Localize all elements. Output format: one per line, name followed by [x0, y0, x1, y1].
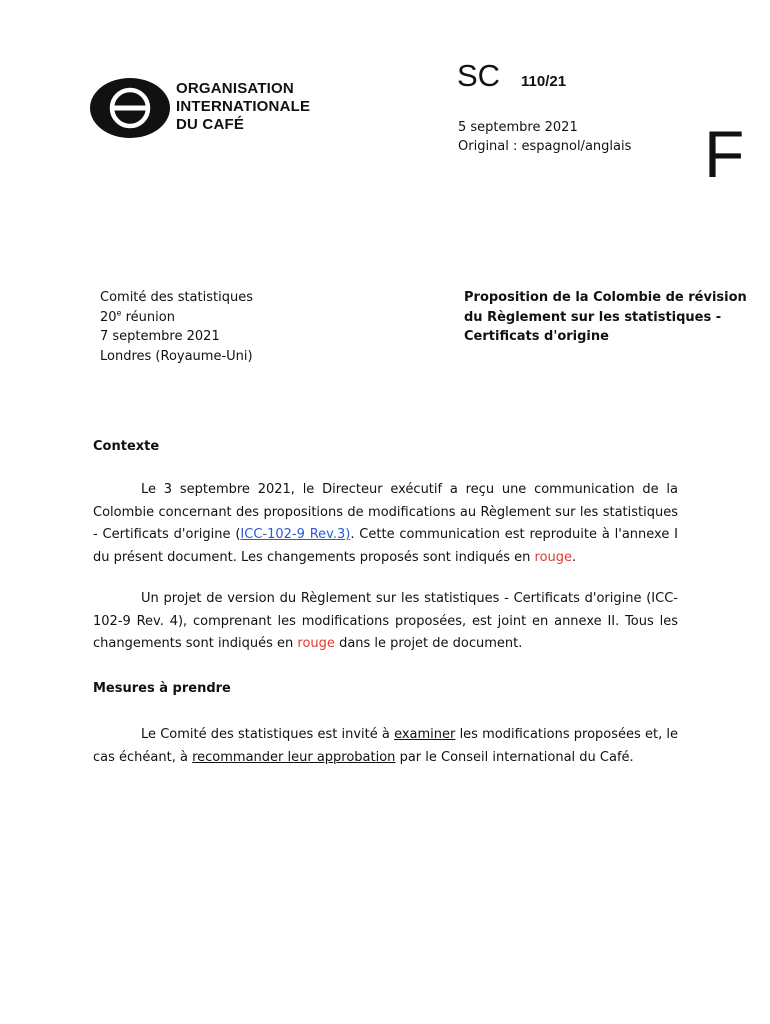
committee-name: Comité des statistiques [100, 290, 253, 305]
paragraph-2: Un projet de version du Règlement sur les statistiques - Certificats d'origine (ICC-102-9 Rev. 4), comprenant les modifications proposées, est joint en annexe II. Tous les changements sont indiqués en rouge dans le projet de document. [93, 591, 678, 651]
meeting-place: Londres (Royaume-Uni) [100, 348, 253, 364]
organisation-name [176, 80, 310, 134]
org-name-line-3: DU CAFÉ [176, 116, 245, 133]
meeting-info [100, 288, 253, 366]
meeting-date: 7 septembre 2021 [100, 329, 220, 344]
doc-original-language: Original : espagnol/anglais [458, 139, 632, 154]
underlined-examiner: examiner [394, 727, 456, 742]
doc-number: 110/21 [521, 73, 567, 90]
red-text: rouge [534, 549, 573, 565]
org-name-line-1: ORGANISATION [176, 80, 294, 97]
document-title: Proposition de la Colombie de révision du Règlement sur les statistiques - Certificats d'origine [464, 290, 747, 344]
red-text: rouge [297, 636, 335, 651]
doc-series: SC [457, 58, 501, 93]
doc-date-block [458, 118, 631, 156]
session-number: 20e réunion [100, 308, 175, 325]
language-code: F [704, 117, 745, 191]
context-heading: Contexte [93, 439, 160, 454]
icc-document-link[interactable]: ICC-102-9 Rev.3) [240, 527, 351, 542]
doc-date: 5 septembre 2021 [458, 120, 578, 135]
actions-heading: Mesures à prendre [93, 681, 231, 696]
underlined-recommend: recommander leur approbation [192, 749, 396, 765]
paragraph-1: Le 3 septembre 2021, le Directeur exécutif a reçu une communication de la Colombie concernant des propositions de modifications au Règlement sur les statistiques - Certificats d'origine (ICC-102-9 Rev.3). Cette communication est reproduite à l'annexe I du présent document. Les changements proposés sont indiqués en rouge. [93, 482, 678, 565]
org-name-line-2: INTERNATIONALE [176, 98, 311, 115]
ico-logo-icon [90, 78, 170, 138]
paragraph-3: Le Comité des statistiques est invité à examiner les modifications proposées et, le cas échéant, à recommander leur approbation par le Conseil international du Café. [93, 727, 678, 765]
